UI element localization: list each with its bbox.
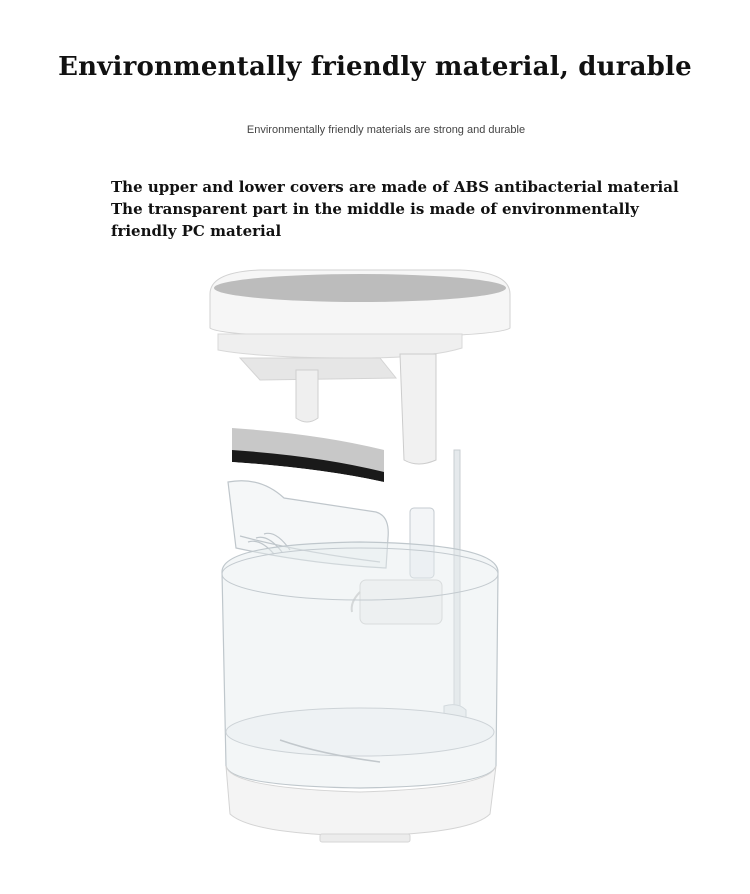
headline: Environmentally friendly material, durable xyxy=(58,52,692,82)
product-exploded-view xyxy=(200,262,520,846)
feature-line-pc: The transparent part in the middle is made of environmentally xyxy=(111,200,639,218)
filter-cartridge xyxy=(232,428,384,484)
feature-list xyxy=(111,176,721,242)
feature-line-pc-cont: friendly PC material xyxy=(111,222,282,240)
water-tank xyxy=(222,542,498,788)
subheadline: Environmentally friendly materials are strong and durable xyxy=(246,124,526,136)
feature-line-abs: The upper and lower covers are made of ABS antibacterial material xyxy=(111,178,679,196)
